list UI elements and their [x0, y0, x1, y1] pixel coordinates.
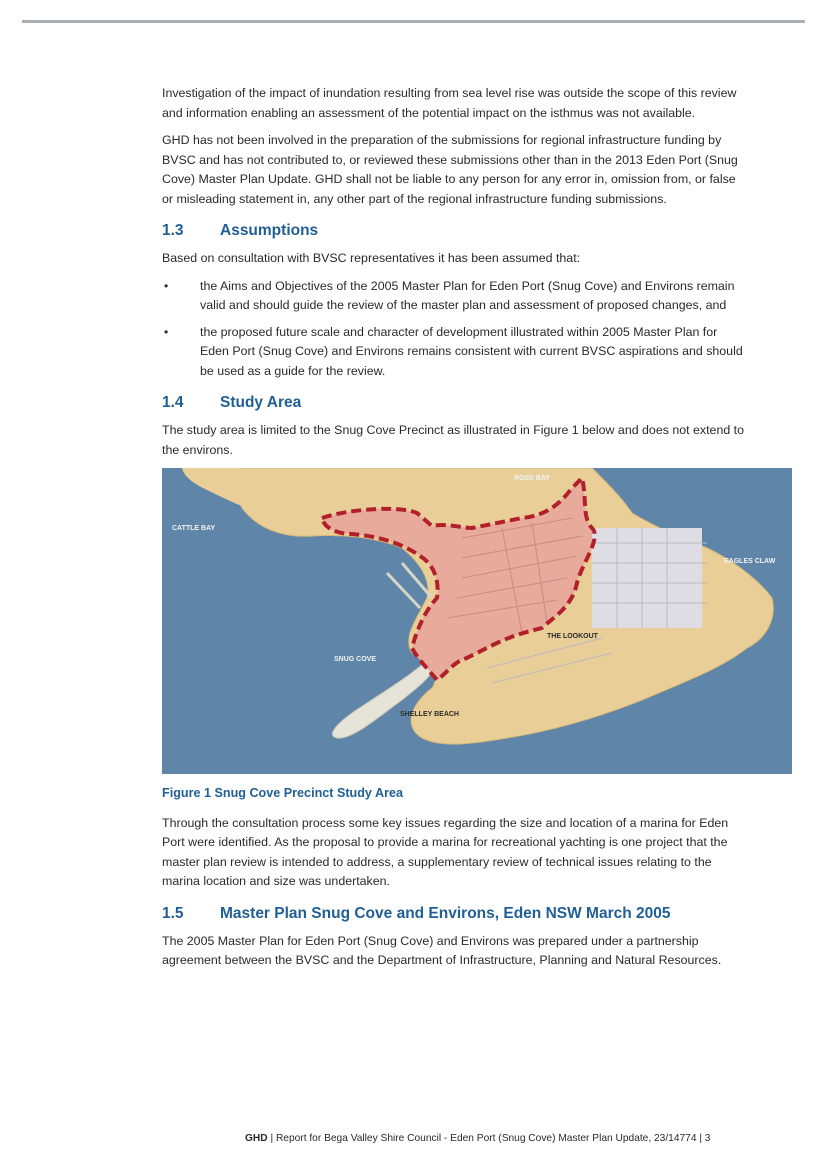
map-label-shelley-beach: SHELLEY BEACH — [400, 711, 459, 718]
heading-title: Master Plan Snug Cove and Environs, Eden NSW March 2005 — [220, 904, 671, 922]
paragraph-consultation: Through the consultation process some key issues regarding the size and location of a marina for Eden Port were identified. As the proposal to provide a marina for recreational yachting is one project that the master plan review is intended to address, a supplementary review of technical issues relating to the marina location and size was undertaken. — [162, 815, 729, 888]
heading-assumptions — [162, 221, 747, 241]
map-label-the-lookout: THE LOOKOUT — [547, 633, 598, 640]
figure-caption: Figure 1 Snug Cove Precinct Study Area — [162, 786, 403, 800]
heading-number: 1.4 — [162, 394, 184, 411]
list-item — [162, 323, 747, 382]
study-area-intro: The study area is limited to the Snug Cove Precinct as illustrated in Figure 1 below and does not extend to the environs. — [162, 423, 744, 457]
footer-text: | Report for Bega Valley Shire Council - Eden Port (Snug Cove) Master Plan Update, 23/14774 | 3 — [267, 1133, 711, 1144]
heading-title: Assumptions — [220, 222, 319, 239]
paragraph-liability: GHD has not been involved in the preparation of the submissions for regional infrastructure funding by BVSC and has not contributed to, or reviewed these submissions other than in the 2013 Eden Port (Snug Cove) Master Plan Update. GHD shall not be liable to any person for any error in, omission from, or false or misleading statement in, any other part of the regional infrastructure funding submissions. — [162, 133, 738, 206]
header-rule — [22, 20, 805, 23]
heading-study-area — [162, 393, 747, 413]
heading-number: 1.5 — [162, 904, 184, 922]
list-item-text: the Aims and Objectives of the 2005 Master Plan for Eden Port (Snug Cove) and Environs remain valid and should guide the review of the master plan and assessment of proposed changes, and — [200, 278, 735, 312]
list-item — [162, 277, 747, 316]
map-label-snug-cove: SNUG COVE — [334, 656, 377, 663]
assumptions-list — [162, 277, 747, 382]
bullet-icon: • — [164, 324, 169, 339]
assumptions-intro: Based on consultation with BVSC representatives it has been assumed that: — [162, 251, 581, 265]
paragraph-master-plan: The 2005 Master Plan for Eden Port (Snug Cove) and Environs was prepared under a partnership agreement between the BVSC and the Department of Infrastructure, Planning and Natural Resources. — [162, 933, 722, 967]
heading-number: 1.3 — [162, 222, 184, 239]
map-label-eagles-claw: EAGLES CLAW — [724, 558, 776, 565]
heading-title: Study Area — [220, 394, 302, 411]
page-body — [162, 84, 776, 979]
heading-master-plan — [162, 904, 747, 924]
map-label-ross-bay: ROSS BAY — [514, 475, 550, 482]
list-item-text: the proposed future scale and character of development illustrated within 2005 Master Plan for Eden Port (Snug Cove) and Environs remains consistent with current BVSC aspirations and should be used as a guide for the review. — [200, 324, 743, 378]
map-label-cattle-bay: CATTLE BAY — [172, 525, 216, 532]
paragraph-inundation: Investigation of the impact of inundation resulting from sea level rise was outside the scope of this review and information enabling an assessment of the potential impact on the isthmus was not available. — [162, 86, 737, 120]
study-area-map — [162, 468, 792, 774]
page-footer — [245, 1133, 755, 1144]
bullet-icon: • — [164, 278, 169, 293]
footer-company: GHD — [245, 1133, 268, 1144]
